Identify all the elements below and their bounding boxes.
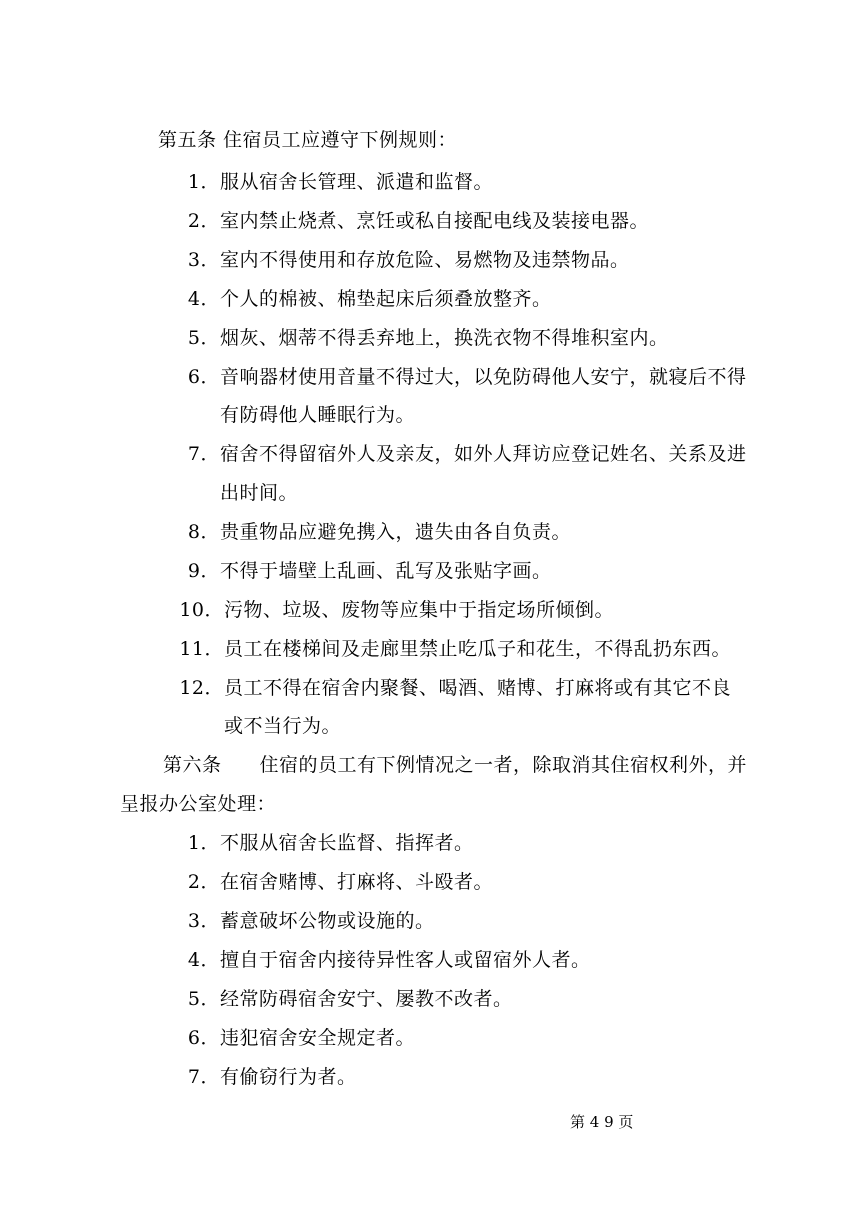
- item-text: 违犯宿舍安全规定者。: [220, 1027, 416, 1049]
- item-text: 个人的棉被、棉垫起床后须叠放整齐。: [220, 288, 552, 310]
- list-item: [186, 442, 747, 466]
- item-text: 在宿舍赌博、打麻将、斗殴者。: [220, 871, 494, 893]
- item-number: 4．: [187, 288, 220, 310]
- page-number: 第 4 9 页: [570, 1113, 634, 1131]
- item-number: 1．: [187, 171, 220, 193]
- article5-heading: 第五条 住宿员工应遵守下例规则：: [158, 129, 458, 151]
- item-number: 1．: [187, 832, 220, 854]
- item-number: 6．: [187, 1027, 220, 1049]
- item-number: 5．: [187, 327, 220, 349]
- item-text: 烟灰、烟蒂不得丢弃地上，换洗衣物不得堆积室内。: [220, 327, 669, 349]
- item-continuation: 有防碍他人睡眠行为。: [220, 404, 416, 426]
- article6-label: 第六条: [163, 754, 222, 776]
- item-text: 擅自于宿舍内接待异性客人或留宿外人者。: [220, 949, 591, 971]
- item-number: 2．: [187, 210, 220, 232]
- item-text: 贵重物品应避免携入，遗失由各自负责。: [220, 521, 572, 543]
- item-text: 不服从宿舍长监督、指挥者。: [220, 832, 474, 854]
- list-item: [176, 676, 731, 700]
- item-text: 服从宿舍长管理、派遣和监督。: [220, 171, 494, 193]
- item-number: 11．: [179, 638, 224, 660]
- list-item: [186, 209, 649, 233]
- item-continuation: 或不当行为。: [224, 715, 342, 737]
- item-number: 12．: [179, 677, 224, 699]
- list-item: [186, 831, 474, 855]
- item-text: 员工不得在宿舍内聚餐、喝酒、赌博、打麻将或有其它不良: [224, 677, 732, 699]
- list-item: [186, 559, 552, 583]
- list-item: [186, 170, 493, 194]
- item-text: 有偷窃行为者。: [220, 1066, 357, 1088]
- item-number: 10．: [179, 599, 224, 621]
- item-number: 7．: [187, 443, 220, 465]
- item-text: 经常防碍宿舍安宁、屡教不改者。: [220, 988, 513, 1010]
- item-text: 室内禁止烧煮、烹饪或私自接配电线及装接电器。: [220, 210, 650, 232]
- item-number: 8．: [187, 521, 220, 543]
- list-item: [186, 248, 630, 272]
- item-number: 3．: [187, 249, 220, 271]
- list-item: [186, 287, 552, 311]
- item-continuation: 出时间。: [220, 482, 299, 504]
- list-item: [186, 326, 669, 350]
- list-item: [186, 1065, 357, 1089]
- item-number: 9．: [187, 560, 220, 582]
- list-item: [186, 948, 591, 972]
- list-item: [176, 637, 731, 661]
- list-item: [176, 598, 614, 622]
- item-text: 员工在楼梯间及走廊里禁止吃瓜子和花生，不得乱扔东西。: [224, 638, 732, 660]
- item-text: 污物、垃圾、废物等应集中于指定场所倾倒。: [224, 599, 615, 621]
- item-number: 3．: [187, 910, 220, 932]
- list-item: [186, 987, 513, 1011]
- list-item: [186, 909, 435, 933]
- item-text: 音响器材使用音量不得过大，以免防碍他人安宁，就寝后不得: [220, 366, 747, 388]
- article6-heading: [163, 753, 747, 777]
- article6-heading-text: 住宿的员工有下例情况之一者，除取消其住宿权利外，并: [259, 754, 748, 776]
- item-number: 5．: [187, 988, 220, 1010]
- item-text: 室内不得使用和存放危险、易燃物及违禁物品。: [220, 249, 630, 271]
- item-text: 不得于墙壁上乱画、乱写及张贴字画。: [220, 560, 552, 582]
- list-item: [186, 1026, 415, 1050]
- list-item: [186, 365, 747, 389]
- list-item: [186, 520, 571, 544]
- item-text: 蓄意破坏公物或设施的。: [220, 910, 435, 932]
- item-number: 6．: [187, 366, 220, 388]
- article6-heading-continuation: 呈报办公室处理：: [120, 793, 277, 815]
- list-item: [186, 870, 493, 894]
- item-number: 7．: [187, 1066, 220, 1088]
- item-number: 4．: [187, 949, 220, 971]
- item-text: 宿舍不得留宿外人及亲友，如外人拜访应登记姓名、关系及进: [220, 443, 747, 465]
- item-number: 2．: [187, 871, 220, 893]
